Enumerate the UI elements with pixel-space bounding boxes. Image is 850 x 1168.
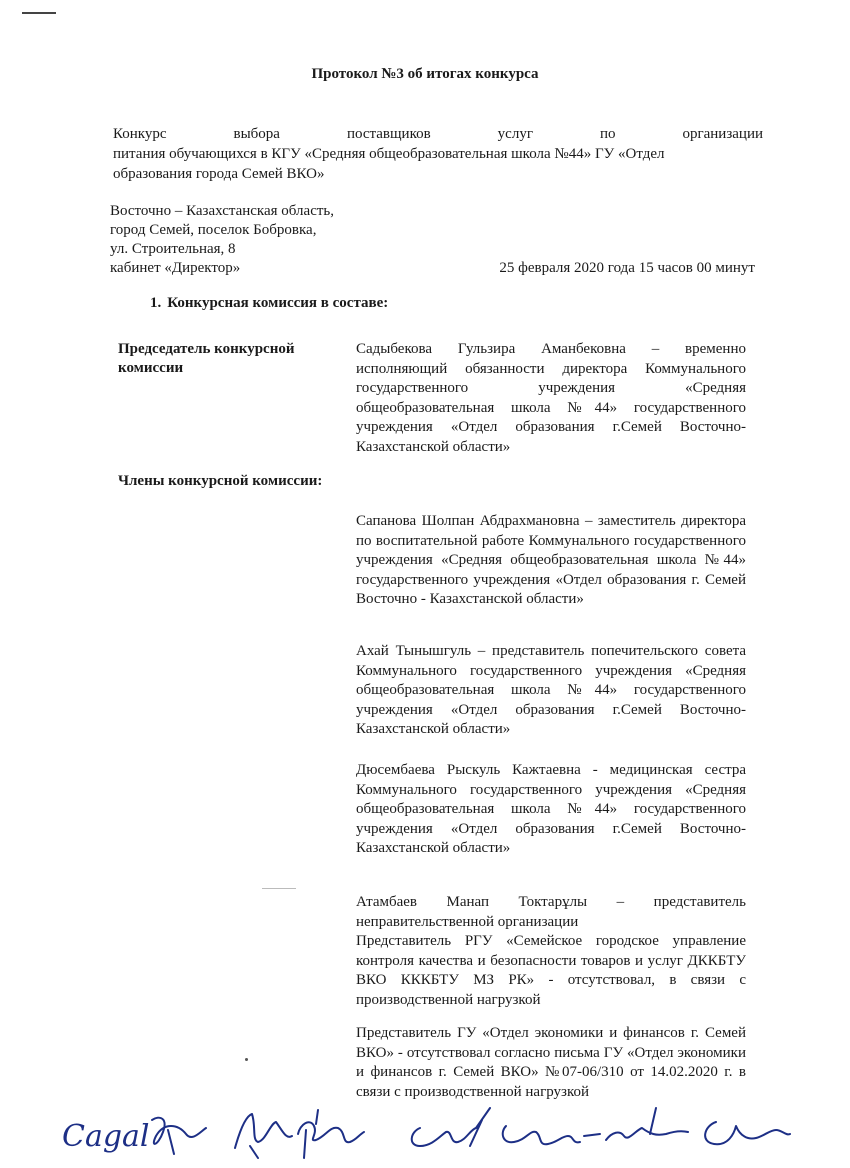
member-entry: Сапанова Шолпан Абдрахмановна – заместитель директора по воспитательной работе Коммунального государственного учреждения «Средняя общеобразовательная школа №44» государственного учреждения «Отдел образования г. Семей Восточно - Казахстанской области» xyxy=(356,513,746,608)
address-region: Восточно – Казахстанская область, xyxy=(110,203,335,219)
signature-2 xyxy=(152,1118,206,1144)
signature-8 xyxy=(705,1122,790,1144)
intro-word: поставщиков xyxy=(346,126,431,142)
section-1-heading xyxy=(150,295,388,312)
chairman-label: Председатель конкурсной комиссии xyxy=(118,341,295,376)
intro-word: выбора xyxy=(233,126,280,142)
section-title: Конкурсная комиссия в составе: xyxy=(167,295,389,311)
intro-word: услуг xyxy=(497,126,533,142)
intro-word: Конкурс xyxy=(113,126,167,142)
signature-7 xyxy=(606,1128,688,1140)
signature-3-stroke xyxy=(250,1146,258,1158)
intro-word: организации xyxy=(682,126,763,142)
signature-6-dash xyxy=(584,1134,600,1136)
signature-2-stroke xyxy=(168,1130,174,1154)
signature-text: Cagal xyxy=(62,1119,150,1154)
address-street: ул. Строительная, 8 xyxy=(110,241,236,257)
signatures-row xyxy=(0,1100,850,1168)
signature-5 xyxy=(412,1128,476,1146)
signature-4 xyxy=(298,1122,364,1142)
section-number: 1. xyxy=(150,295,162,311)
member-entry: Дюсембаева Рыскуль Кажтаевна - медицинская сестра Коммунального государственного учреждения «Средняя общеобразовательная школа №44» государственного учреждения «Отдел образования г.Семей Восточно-Казахстанской области» xyxy=(356,762,746,857)
intro-paragraph xyxy=(113,124,763,184)
member-entry: Представитель РГУ «Семейское городское управление контроля качества и безопасности товаров и услуг ДККБТУ ВКО КККБТУ МЗ РК» - отсутствовал, в связи с производственной нагрузкой xyxy=(356,933,746,1008)
handwritten-signatures xyxy=(0,1100,850,1168)
member-entry: Ахай Тынышгуль – представитель попечительского совета Коммунального государственного учреждения «Средняя общеобразовательная школа №44» государственного учреждения «Отдел образования г.Семей Восточно-Казахстанской области» xyxy=(356,643,746,738)
scan-speck xyxy=(245,1058,248,1061)
scan-mark xyxy=(22,12,56,14)
address-room-row xyxy=(110,259,755,278)
signature-4-stroke xyxy=(304,1110,318,1158)
member-entry: Атамбаев Манап Токтарұлы – представитель неправительственной организации xyxy=(356,894,746,930)
member-entry: Представитель ГУ «Отдел экономики и финансов г. Семей ВКО» - отсутствовал согласно письма ГУ «Отдел экономики и финансов г. Семей ВКО» №07-06/310 от 14.02.2020 г. в связи с производственной нагрузкой xyxy=(356,1025,746,1100)
address-city: город Семей, поселок Бобровка, xyxy=(110,222,317,238)
signature-7-stroke xyxy=(650,1108,656,1134)
signature-3 xyxy=(235,1114,292,1148)
signature-6 xyxy=(503,1126,580,1144)
intro-word: по xyxy=(599,126,616,142)
scan-line xyxy=(262,888,296,889)
intro-line-2: питания обучающихся в КГУ «Средняя общеобразовательная школа №44» ГУ «Отдел xyxy=(113,146,665,162)
members-label: Члены конкурсной комиссии: xyxy=(118,473,323,489)
signature-5-stroke xyxy=(470,1108,490,1146)
address-block xyxy=(110,202,755,278)
meeting-datetime: 25 февраля 2020 года 15 часов 00 минут xyxy=(499,260,755,276)
document-title: Протокол №3 об итогах конкурса xyxy=(311,66,539,82)
intro-line-1 xyxy=(113,124,763,144)
address-room: кабинет «Директор» xyxy=(110,260,241,276)
intro-line-3: образования города Семей ВКО» xyxy=(113,166,325,182)
chairman-text: Садыбекова Гульзира Аманбековна – временно исполняющий обязанности директора Коммунального государственного учреждения «Средняя общеобразовательная школа №44» государственного учреждения «Отдел образования г.Семей Восточно-Казахстанской области» xyxy=(356,341,746,455)
